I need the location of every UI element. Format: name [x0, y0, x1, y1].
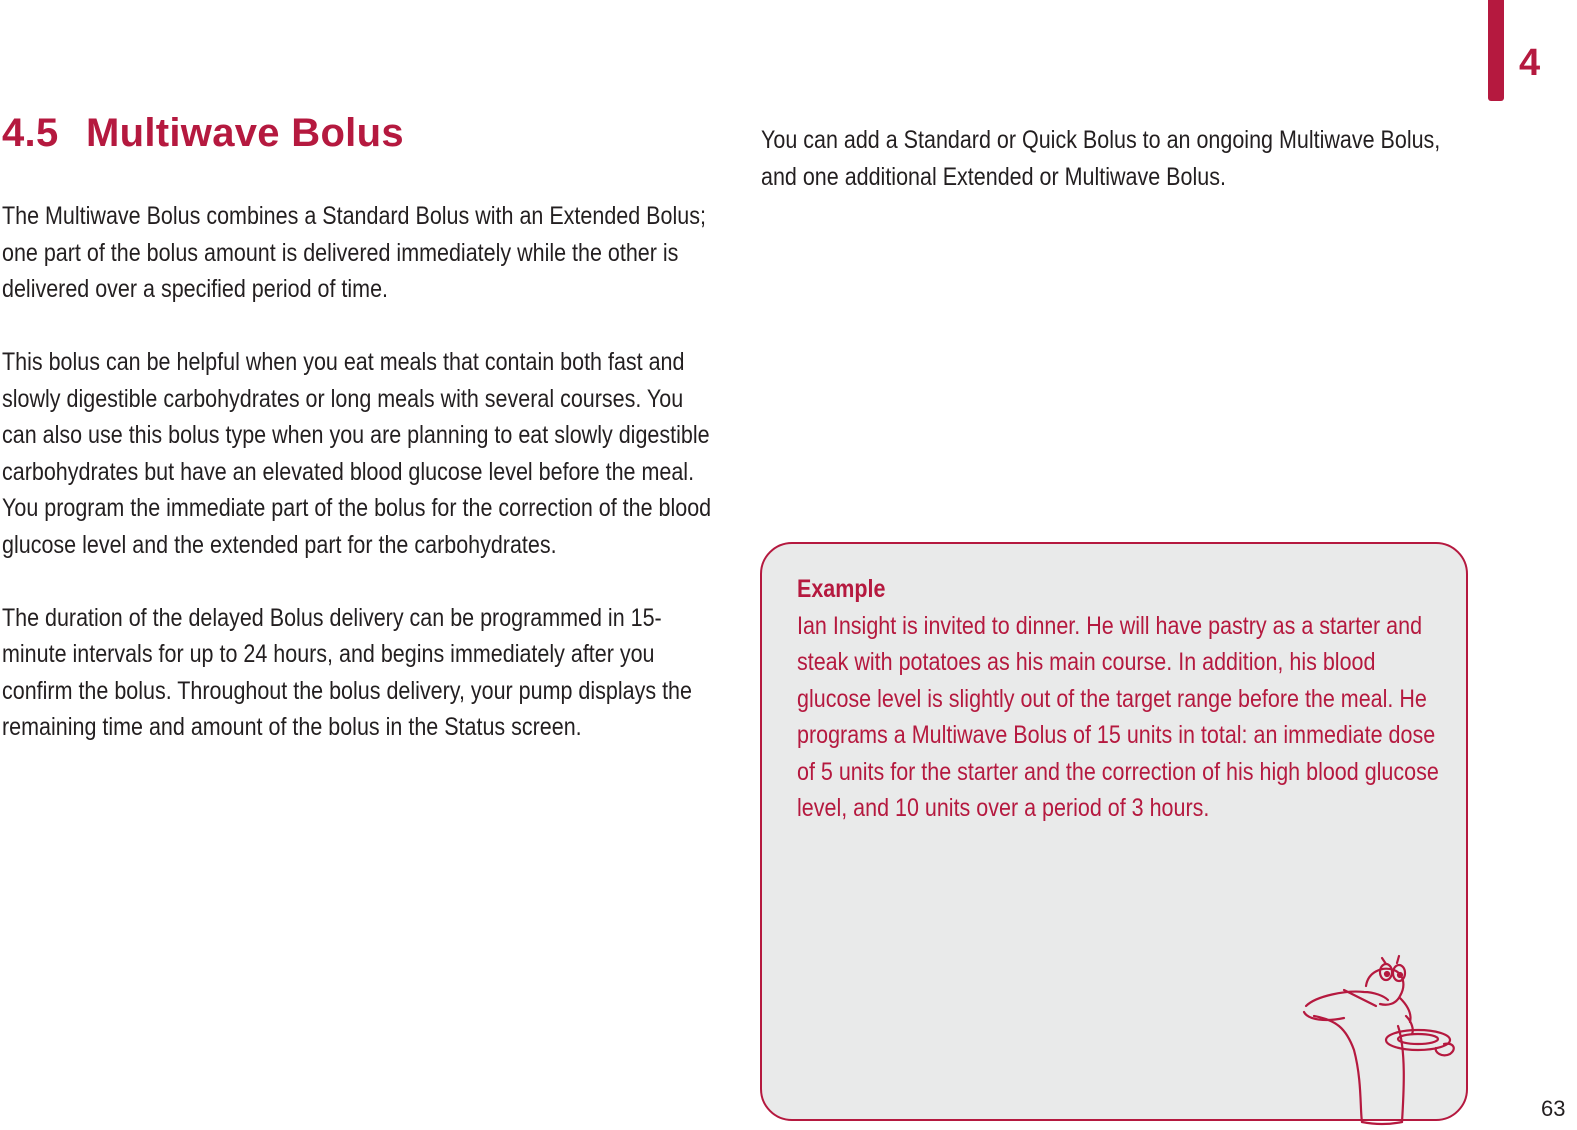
left-column — [2, 198, 714, 782]
section-title-text: Multiwave Bolus — [86, 111, 404, 155]
right-column — [761, 122, 1458, 195]
example-body: Ian Insight is invited to dinner. He will have pastry as a starter and steak with potatoes as his main course. In addition, his blood glucose level is slightly out of the target range before the meal. He programs a Multiwave Bolus of 15 units in total: an immediate dose of 5 units for the starter and the correction of his high blood glucose level, and 10 units over a period of 3 hours. — [797, 611, 1439, 822]
chapter-tab — [1488, 0, 1504, 101]
section-number: 4.5 — [2, 111, 59, 155]
usage-paragraph: This bolus can be helpful when you eat meals that contain both fast and slowly digestible carbohydrates or long meals with several courses. You can also use this bolus type when you are planning to eat slowly digestible carbohydrates but have an elevated blood glucose level before the meal. You program the immediate part of the bolus for the correction of the blood glucose level and the extended part for the carbohydrates. — [2, 348, 712, 559]
add-bolus-paragraph: You can add a Standard or Quick Bolus to an ongoing Multiwave Bolus, and one additional Extended or Multiwave Bolus. — [761, 126, 1441, 191]
section-title — [2, 113, 404, 153]
duration-paragraph: The duration of the delayed Bolus delivery can be programmed in 15-minute intervals for up to 24 hours, and begins immediately after you confirm the bolus. Throughout the bolus delivery, your pump displays the remaining time and amount of the bolus in the Status screen. — [2, 603, 692, 741]
example-content — [797, 571, 1446, 827]
example-heading: Example — [797, 575, 886, 603]
intro-paragraph: The Multiwave Bolus combines a Standard Bolus with an Extended Bolus; one part of the bolus amount is delivered immediately while the other is delivered over a specified period of time. — [2, 202, 706, 303]
chef-eating-icon — [1296, 950, 1471, 1126]
chapter-number: 4 — [1519, 42, 1541, 84]
page-number: 63 — [1541, 1096, 1566, 1121]
